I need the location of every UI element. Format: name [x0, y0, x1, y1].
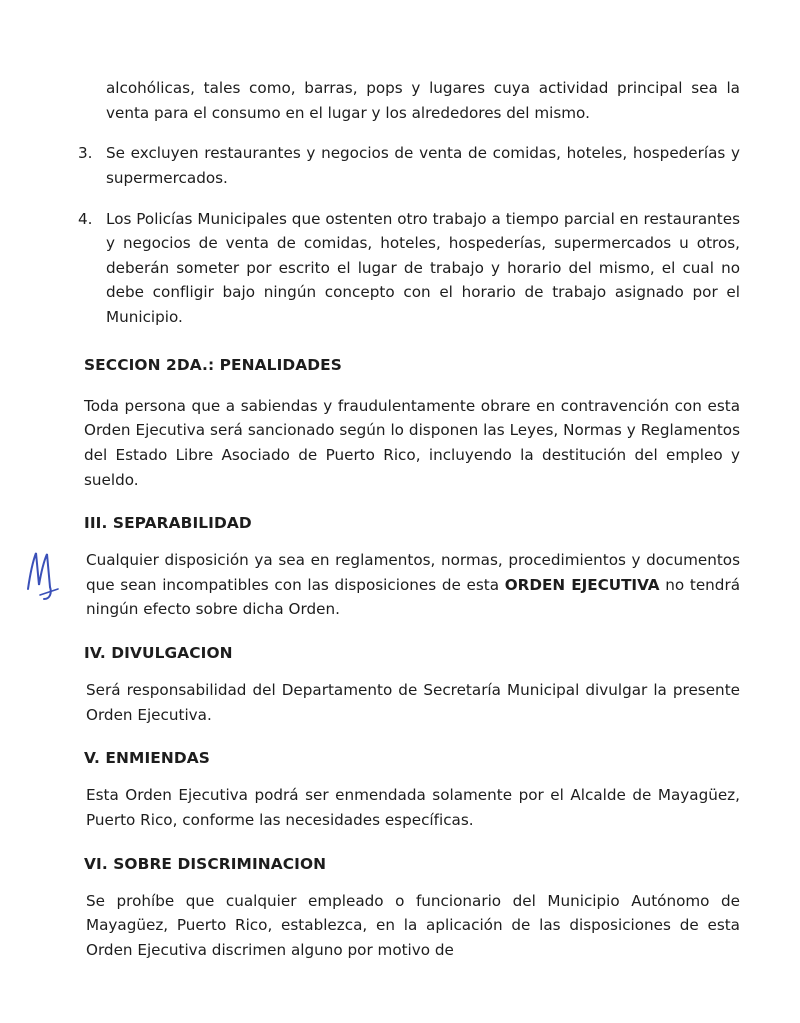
list-item-text: Los Policías Municipales que ostenten otro trabajo a tiempo parcial en restaurantes y negocios de venta de comidas, hoteles, hospederías, supermercados u otros, deberán someter por escrito el lugar de trabajo y horario del mismo, el cual no debe confligir bajo ningún concepto con el horario de trabajo asignado por el Municipio.	[106, 209, 740, 326]
section-paragraph-discriminacion: Se prohíbe que cualquier empleado o funcionario del Municipio Autónomo de Mayagüez, Puerto Rico, establezca, en la aplicación de las disposiciones de esta Orden Ejecutiva discrimen alguno por motivo de	[86, 891, 740, 959]
section-heading-separabilidad: III. SEPARABILIDAD	[84, 514, 252, 533]
list-item-text: Se excluyen restaurantes y negocios de venta de comidas, hoteles, hospederías y supermercados.	[106, 144, 740, 187]
section-heading-penalidades: SECCION 2DA.: PENALIDADES	[84, 355, 342, 374]
continued-paragraph: alcohólicas, tales como, barras, pops y lugares cuya actividad principal sea la venta para el consumo en el lugar y los alrededores del mismo.	[106, 79, 740, 122]
list-item	[78, 207, 740, 330]
list-item-marker: 4.	[78, 209, 93, 228]
separabilidad-text-part2: no tendrá ningún efecto sobre dicha Orden.	[86, 575, 740, 619]
section-paragraph-enmiendas: Esta Orden Ejecutiva podrá ser enmendada solamente por el Alcalde de Mayagüez, Puerto Rico, conforme las necesidades específicas.	[86, 786, 740, 829]
handwritten-initials-icon	[20, 545, 72, 601]
separabilidad-text-part1: Cualquier disposición ya sea en reglamentos, normas, procedimientos y documentos que sean incompatibles con las disposiciones de esta	[86, 551, 740, 594]
list-item	[78, 141, 740, 190]
section-heading-enmiendas: V. ENMIENDAS	[84, 749, 210, 768]
numbered-list	[78, 141, 740, 329]
section-paragraph-divulgacion: Será responsabilidad del Departamento de Secretaría Municipal divulgar la presente Orden Ejecutiva.	[86, 681, 740, 724]
list-item-marker: 3.	[78, 144, 93, 163]
section-paragraph-penalidades: Toda persona que a sabiendas y fraudulentamente obrare en contravención con esta Orden Ejecutiva será sancionado según lo disponen las Leyes, Normas y Reglamentos del Estado Libre Asociado de Puerto Rico, incluyendo la destitución del empleo y sueldo.	[84, 396, 740, 489]
section-heading-divulgacion: IV. DIVULGACION	[84, 644, 233, 662]
section-paragraph-separabilidad	[86, 548, 740, 622]
section-heading-discriminacion: VI. SOBRE DISCRIMINACION	[84, 854, 327, 873]
separabilidad-emphasis: ORDEN EJECUTIVA	[504, 575, 660, 594]
